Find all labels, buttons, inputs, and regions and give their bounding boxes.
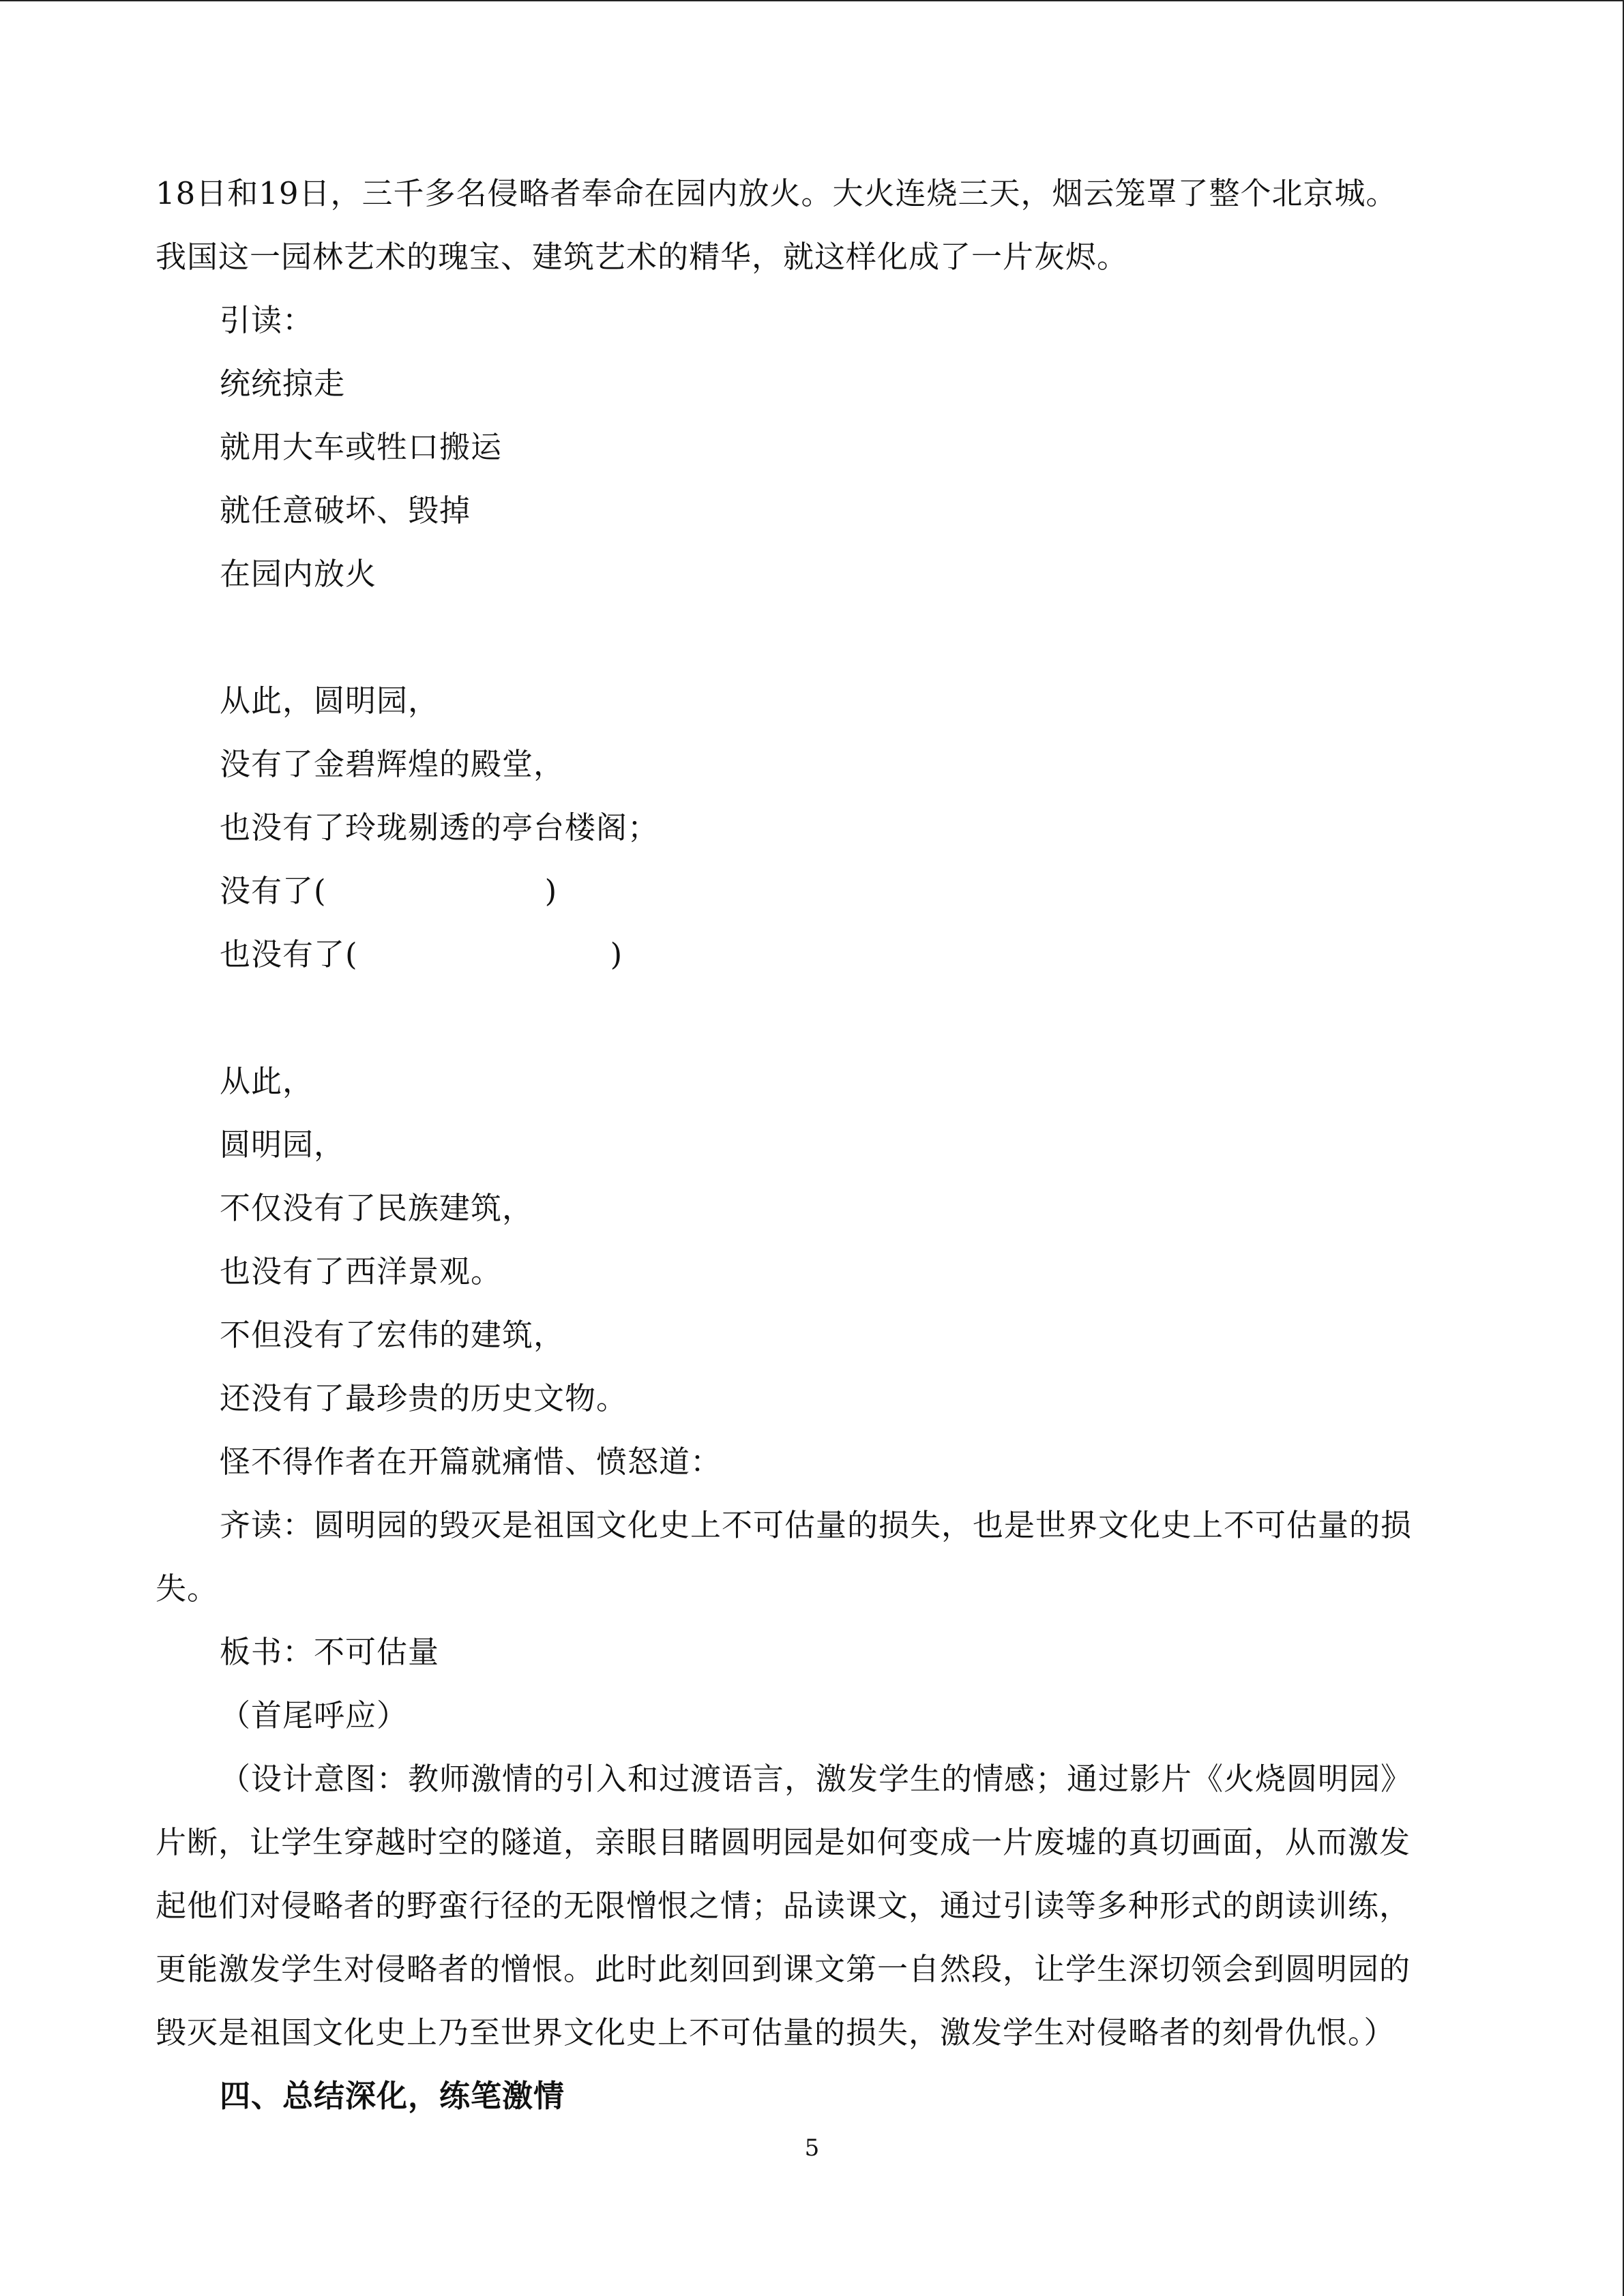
poem-line: 从此， [220, 1063, 314, 1099]
poem-line: 也没有了玲珑剔透的亭台楼阁； [220, 809, 660, 846]
guided-reading-line: 就任意破坏、毁掉 [220, 492, 471, 528]
fill-in-prefix: 也没有了( [220, 936, 358, 972]
guided-reading-line: 统统掠走 [220, 366, 346, 402]
paragraph-line: 怪不得作者在开篇就痛惜、愤怒道： [220, 1444, 722, 1480]
poem-line: 也没有了西洋景观。 [220, 1253, 503, 1289]
design-intent-line: （设计意图：教师激情的引入和过渡语言，激发学生的情感；通过影片《火烧圆明园》 [220, 1761, 1413, 1797]
design-intent-line: 片断，让学生穿越时空的隧道，亲眼目睹圆明园是如何变成一片废墟的真切画面，从而激发 [156, 1824, 1411, 1860]
design-intent-line: 起他们对侵略者的野蛮行径的无限憎恨之情；品读课文，通过引读等多种形式的朗读训练， [156, 1888, 1411, 1924]
poem-line: 从此，圆明园， [220, 683, 440, 719]
guided-reading-label: 引读： [220, 302, 314, 338]
blank-line [156, 986, 1471, 1049]
poem-line: 圆明园， [220, 1127, 346, 1163]
note-line: （首尾呼应） [220, 1697, 409, 1733]
fill-in-blank-line [156, 923, 1471, 986]
design-intent-line: 更能激发学生对侵略者的憎恨。此时此刻回到课文第一自然段，让学生深切领会到圆明园的 [156, 1951, 1411, 1987]
board-note-line: 板书：不可估量 [220, 1634, 440, 1670]
guided-reading-line: 在园内放火 [220, 556, 377, 592]
page-number: 5 [804, 2134, 820, 2162]
poem-line: 没有了金碧辉煌的殿堂， [220, 746, 565, 782]
guided-reading-line: 就用大车或牲口搬运 [220, 429, 503, 465]
document-body [156, 162, 1471, 2128]
poem-line: 不但没有了宏伟的建筑， [220, 1317, 565, 1353]
paragraph-line: 失。 [156, 1570, 219, 1607]
fill-in-blank-line [156, 859, 1471, 923]
blank-line [156, 606, 1471, 669]
section-heading: 四、总结深化，练笔激情 [220, 2078, 565, 2114]
paragraph-line: 18日和19日，三千多名侵略者奉命在园内放火。大火连烧三天，烟云笼罩了整个北京城。 [156, 175, 1398, 211]
design-intent-line: 毁灭是祖国文化史上乃至世界文化史上不可估量的损失，激发学生对侵略者的刻骨仇恨。） [156, 2014, 1396, 2051]
fill-in-prefix: 没有了( [220, 873, 327, 909]
paragraph-line: 齐读：圆明园的毁灭是祖国文化史上不可估量的损失，也是世界文化史上不可估量的损 [220, 1507, 1413, 1543]
poem-line: 不仅没有了民族建筑， [220, 1190, 534, 1226]
poem-line: 还没有了最珍贵的历史文物。 [220, 1380, 628, 1416]
paragraph-line: 我国这一园林艺术的瑰宝、建筑艺术的精华，就这样化成了一片灰烬。 [156, 239, 1129, 275]
fill-in-suffix: ) [610, 936, 623, 972]
fill-in-suffix: ) [544, 873, 558, 909]
